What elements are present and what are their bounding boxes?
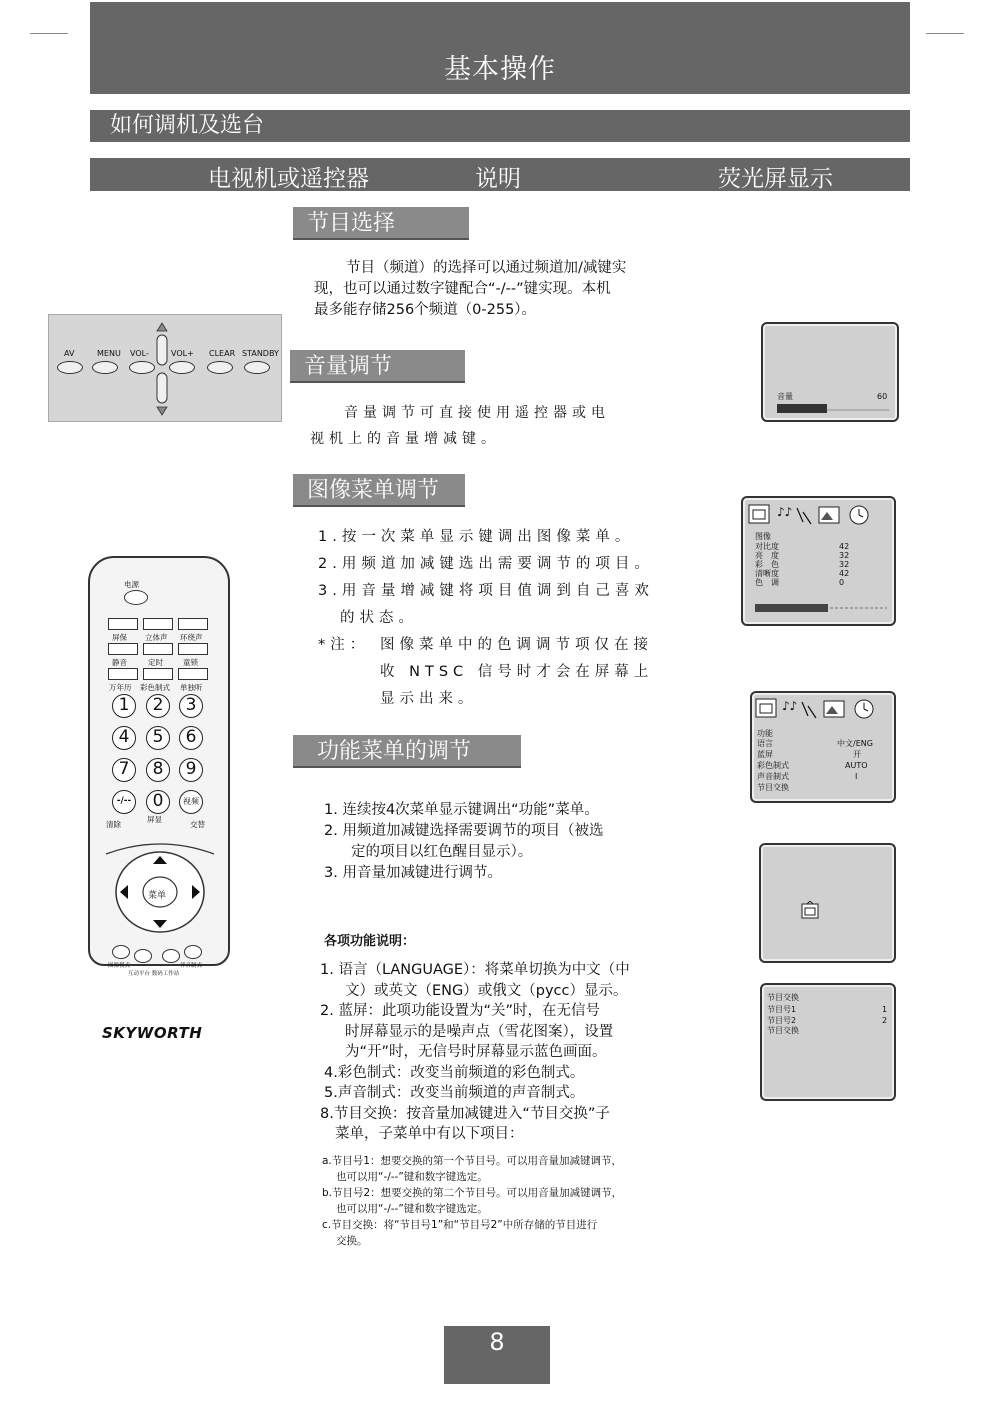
panel-vol-down-button[interactable]: [129, 361, 155, 374]
video-button[interactable]: 视频: [179, 790, 203, 814]
function-desc-title: 各项功能说明：: [324, 934, 416, 949]
picture-level-bar: [755, 604, 887, 612]
menu-label: 菜单: [148, 891, 167, 901]
function-menu-list: [757, 739, 887, 794]
function-steps: [324, 800, 704, 884]
screensaver-button[interactable]: [108, 618, 138, 630]
program-text: [314, 258, 694, 321]
page-number: 8: [444, 1326, 550, 1384]
svg-text:♪♪: ♪♪: [777, 505, 793, 519]
mute-button[interactable]: [108, 643, 138, 655]
stereo-button[interactable]: [143, 618, 173, 630]
solo-listen-label: 单独听: [180, 683, 203, 692]
page-title: 基本操作: [90, 2, 910, 94]
menu-item-name: 节目交换: [767, 1026, 799, 1035]
swap-label: 交替: [190, 820, 205, 829]
menu-item-value: 42: [839, 569, 850, 578]
calendar-button[interactable]: [108, 668, 138, 680]
menu-item-name: 蓝屏: [757, 750, 773, 759]
panel-label-clear: CLEAR: [209, 349, 236, 358]
menu-item-name: 亮 度: [755, 551, 779, 560]
tv-icon: [801, 901, 821, 921]
volume-line: 视机上的音量增减键。: [310, 431, 500, 447]
brand-logo: SKYWORTH: [102, 1024, 203, 1042]
child-lock-label: 童锁: [183, 658, 198, 667]
sub-line: 也可以用“-/--”键和数字键选定。: [336, 1203, 488, 1215]
note-label: *注：: [318, 637, 370, 653]
digit-5-button[interactable]: 5: [146, 726, 170, 750]
swap-menu-list: [767, 1005, 889, 1037]
digit-7-button[interactable]: 7: [112, 758, 136, 782]
remote-navigation-pad: [104, 826, 216, 944]
note-line: 显示出来。: [380, 691, 478, 707]
crop-mark: [926, 33, 964, 34]
desc-line: 8.节目交换：按音量加减键进入“节目交换”子: [320, 1105, 610, 1122]
note-line: 收 NTSC 信号时才会在屏幕上: [380, 664, 654, 680]
digit-mode-button[interactable]: -/--: [112, 790, 136, 814]
menu-item-value: 32: [839, 560, 850, 569]
function-sub-items: [322, 1153, 712, 1249]
panel-label-vol-down: VOL-: [130, 349, 149, 358]
picture-mode-label: 图像模式: [108, 963, 131, 969]
volume-text: [310, 400, 690, 452]
menu-item-name: 彩 色: [755, 560, 779, 569]
clear-label: 清除: [106, 820, 121, 829]
panel-label-vol-up: VOL+: [171, 349, 194, 358]
surround-button[interactable]: [178, 618, 208, 630]
digit-2-button[interactable]: 2: [146, 694, 170, 718]
digit-1-button[interactable]: 1: [112, 694, 136, 718]
menu-item-name: 节目号2: [767, 1015, 797, 1025]
menu-item-name: 节目交换: [757, 783, 789, 792]
picture-step: 2.用频道加减键选出需要调节的项目。: [318, 556, 654, 572]
menu-item-value: 0: [839, 578, 845, 587]
picture-mode-button[interactable]: [112, 945, 130, 959]
desc-line: 菜单，子菜单中有以下项目：: [335, 1126, 524, 1142]
interactive-button[interactable]: [134, 949, 152, 963]
menu-item-name: 语言: [757, 739, 773, 748]
menu-item-value: 32: [839, 551, 850, 560]
panel-vol-up-button[interactable]: [169, 361, 195, 374]
volume-level-bar: [777, 404, 889, 414]
mute-label: 静音: [112, 658, 127, 667]
surround-label: 环绕声: [180, 633, 203, 642]
desc-line: 4.彩色制式：改变当前频道的彩色制式。: [324, 1064, 585, 1081]
blank-screen: [759, 843, 896, 963]
picture-menu-screen: [741, 496, 896, 626]
menu-item-name: 清晰度: [755, 569, 779, 578]
program-line: 现，也可以通过数字键配合“-/--”键实现。本机: [314, 281, 611, 297]
program-heading: 节目选择: [293, 207, 469, 240]
panel-label-standby: STANDBY: [242, 349, 279, 358]
sound-system-button[interactable]: [184, 945, 202, 959]
sub-line: 也可以用“-/--”键和数字键选定。: [336, 1171, 488, 1183]
sub-line: 交换。: [336, 1235, 368, 1247]
function-step: 定的项目以红色醒目显示）。: [351, 844, 533, 860]
color-system-button[interactable]: [143, 668, 173, 680]
column-header-screen: 荧光屏显示: [718, 166, 833, 192]
color-system-label: 彩色制式: [140, 683, 170, 692]
digit-9-button[interactable]: 9: [179, 758, 203, 782]
menu-item-value: 2: [882, 1015, 888, 1025]
desc-line: 文）或英文（ENG）或俄文（pycc）显示。: [345, 982, 628, 999]
function-step: 2. 用频道加减键选择需要调节的项目（被选: [324, 823, 604, 839]
desc-line: 为“开”时，无信号时屏幕显示蓝色画面。: [345, 1044, 607, 1060]
volume-screen-value: 60: [877, 392, 888, 401]
volume-screen-label: 音量: [777, 392, 793, 401]
panel-menu-button[interactable]: [92, 361, 118, 374]
calendar-label: 万年历: [109, 683, 132, 692]
function-step: 1. 连续按4次菜单显示键调出“功能”菜单。: [324, 802, 599, 818]
picture-step: 的状态。: [340, 610, 418, 626]
menu-item-value: 开: [853, 750, 861, 759]
menu-item-value: 1: [882, 1005, 888, 1014]
bottom-small-label: 互动平台 数码工作站: [128, 971, 180, 977]
function-screen-title: 功能: [757, 729, 773, 738]
function-heading: 功能菜单的调节: [293, 735, 521, 768]
tv-front-panel: [48, 314, 282, 422]
program-line: 最多能存储256个频道（0-255）。: [314, 302, 537, 318]
menu-item-value: 中文/ENG: [837, 739, 873, 748]
crop-mark: [30, 33, 68, 34]
timer-button[interactable]: [143, 643, 173, 655]
note-line: 图像菜单中的色调调节项仅在接: [380, 637, 653, 653]
panel-clear-button[interactable]: [207, 361, 233, 374]
sub-line: b.节目号2：想要交换的第二个节目号。可以用音量加减键调节，: [322, 1187, 623, 1199]
panel-standby-button[interactable]: [244, 361, 270, 374]
stereo-label: 立体声: [145, 633, 168, 642]
column-header-device: 电视机或遥控器: [208, 166, 369, 192]
picture-menu-list: [755, 542, 865, 587]
panel-av-button[interactable]: [57, 361, 83, 374]
menu-item-name: 声音制式: [757, 772, 789, 781]
desc-line: 2. 蓝屏：此项功能设置为“关”时，在无信号: [320, 1003, 600, 1019]
screensaver-label: 屏保: [112, 633, 127, 642]
picture-step: 3.用音量增减键将项目值调到自己喜欢: [318, 583, 654, 599]
menu-item-name: 彩色制式: [757, 761, 789, 770]
timer-label: 定时: [148, 658, 163, 667]
digit-3-button[interactable]: 3: [179, 694, 203, 718]
display-label: 屏显: [147, 815, 162, 824]
solo-listen-button[interactable]: [178, 668, 208, 680]
menu-icon-strip: [747, 502, 893, 530]
desc-line: 5.声音制式：改变当前频道的声音制式。: [324, 1085, 585, 1101]
volume-heading: 音量调节: [290, 350, 465, 383]
svg-text:♪♪: ♪♪: [782, 699, 798, 713]
function-step: 3. 用音量加减键进行调节。: [324, 865, 502, 881]
function-desc: [320, 960, 700, 1145]
child-lock-button[interactable]: [178, 643, 208, 655]
power-button[interactable]: [124, 590, 148, 605]
picture-screen-title: 图像: [755, 532, 771, 541]
sub-line: c.节目交换：将“节目号1”和“节目号2”中所存储的节目进行: [322, 1219, 598, 1231]
picture-heading: 图像菜单调节: [293, 474, 465, 507]
desc-line: 时屏幕显示的是噪声点（雪花图案），设置: [345, 1023, 614, 1040]
swap-menu-screen: [760, 983, 896, 1101]
section-subtitle: 如何调机及选台: [90, 110, 910, 142]
power-label: 电源: [124, 580, 139, 589]
digit-4-button[interactable]: 4: [112, 726, 136, 750]
digital-station-button[interactable]: [162, 949, 180, 963]
digit-8-button[interactable]: 8: [146, 758, 170, 782]
picture-note: [318, 632, 713, 713]
desc-line: 1. 语言（LANGUAGE）：将菜单切换为中文（中: [320, 962, 630, 978]
picture-steps: [318, 524, 713, 632]
volume-line: 音量调节可直接使用遥控器或电: [344, 405, 610, 421]
column-header-description: 说明: [475, 166, 521, 192]
program-line: 节目（频道）的选择可以通过频道加/减键实: [346, 260, 627, 276]
function-menu-screen: [750, 691, 896, 803]
panel-label-av: AV: [64, 349, 75, 358]
menu-item-name: 对比度: [755, 542, 779, 551]
menu-item-name: 节目号1: [767, 1005, 797, 1014]
menu-icon-strip: [754, 696, 894, 724]
picture-step: 1.按一次菜单显示键调出图像菜单。: [318, 529, 635, 545]
swap-screen-title: 节目交换: [767, 993, 799, 1002]
menu-item-name: 色 调: [755, 578, 779, 587]
column-header-bar: [90, 158, 910, 191]
menu-item-value: I: [855, 772, 858, 781]
digit-6-button[interactable]: 6: [179, 726, 203, 750]
menu-item-value: 42: [839, 542, 850, 551]
sub-line: a.节目号1：想要交换的第一个节目号。可以用音量加减键调节，: [322, 1155, 622, 1167]
sound-system-label: 伴音制式: [180, 963, 203, 969]
menu-item-value: AUTO: [845, 761, 868, 770]
volume-screen: [761, 322, 899, 422]
digit-0-button[interactable]: 0: [146, 790, 170, 814]
remote-control: [88, 556, 230, 977]
panel-label-menu: MENU: [97, 349, 121, 358]
